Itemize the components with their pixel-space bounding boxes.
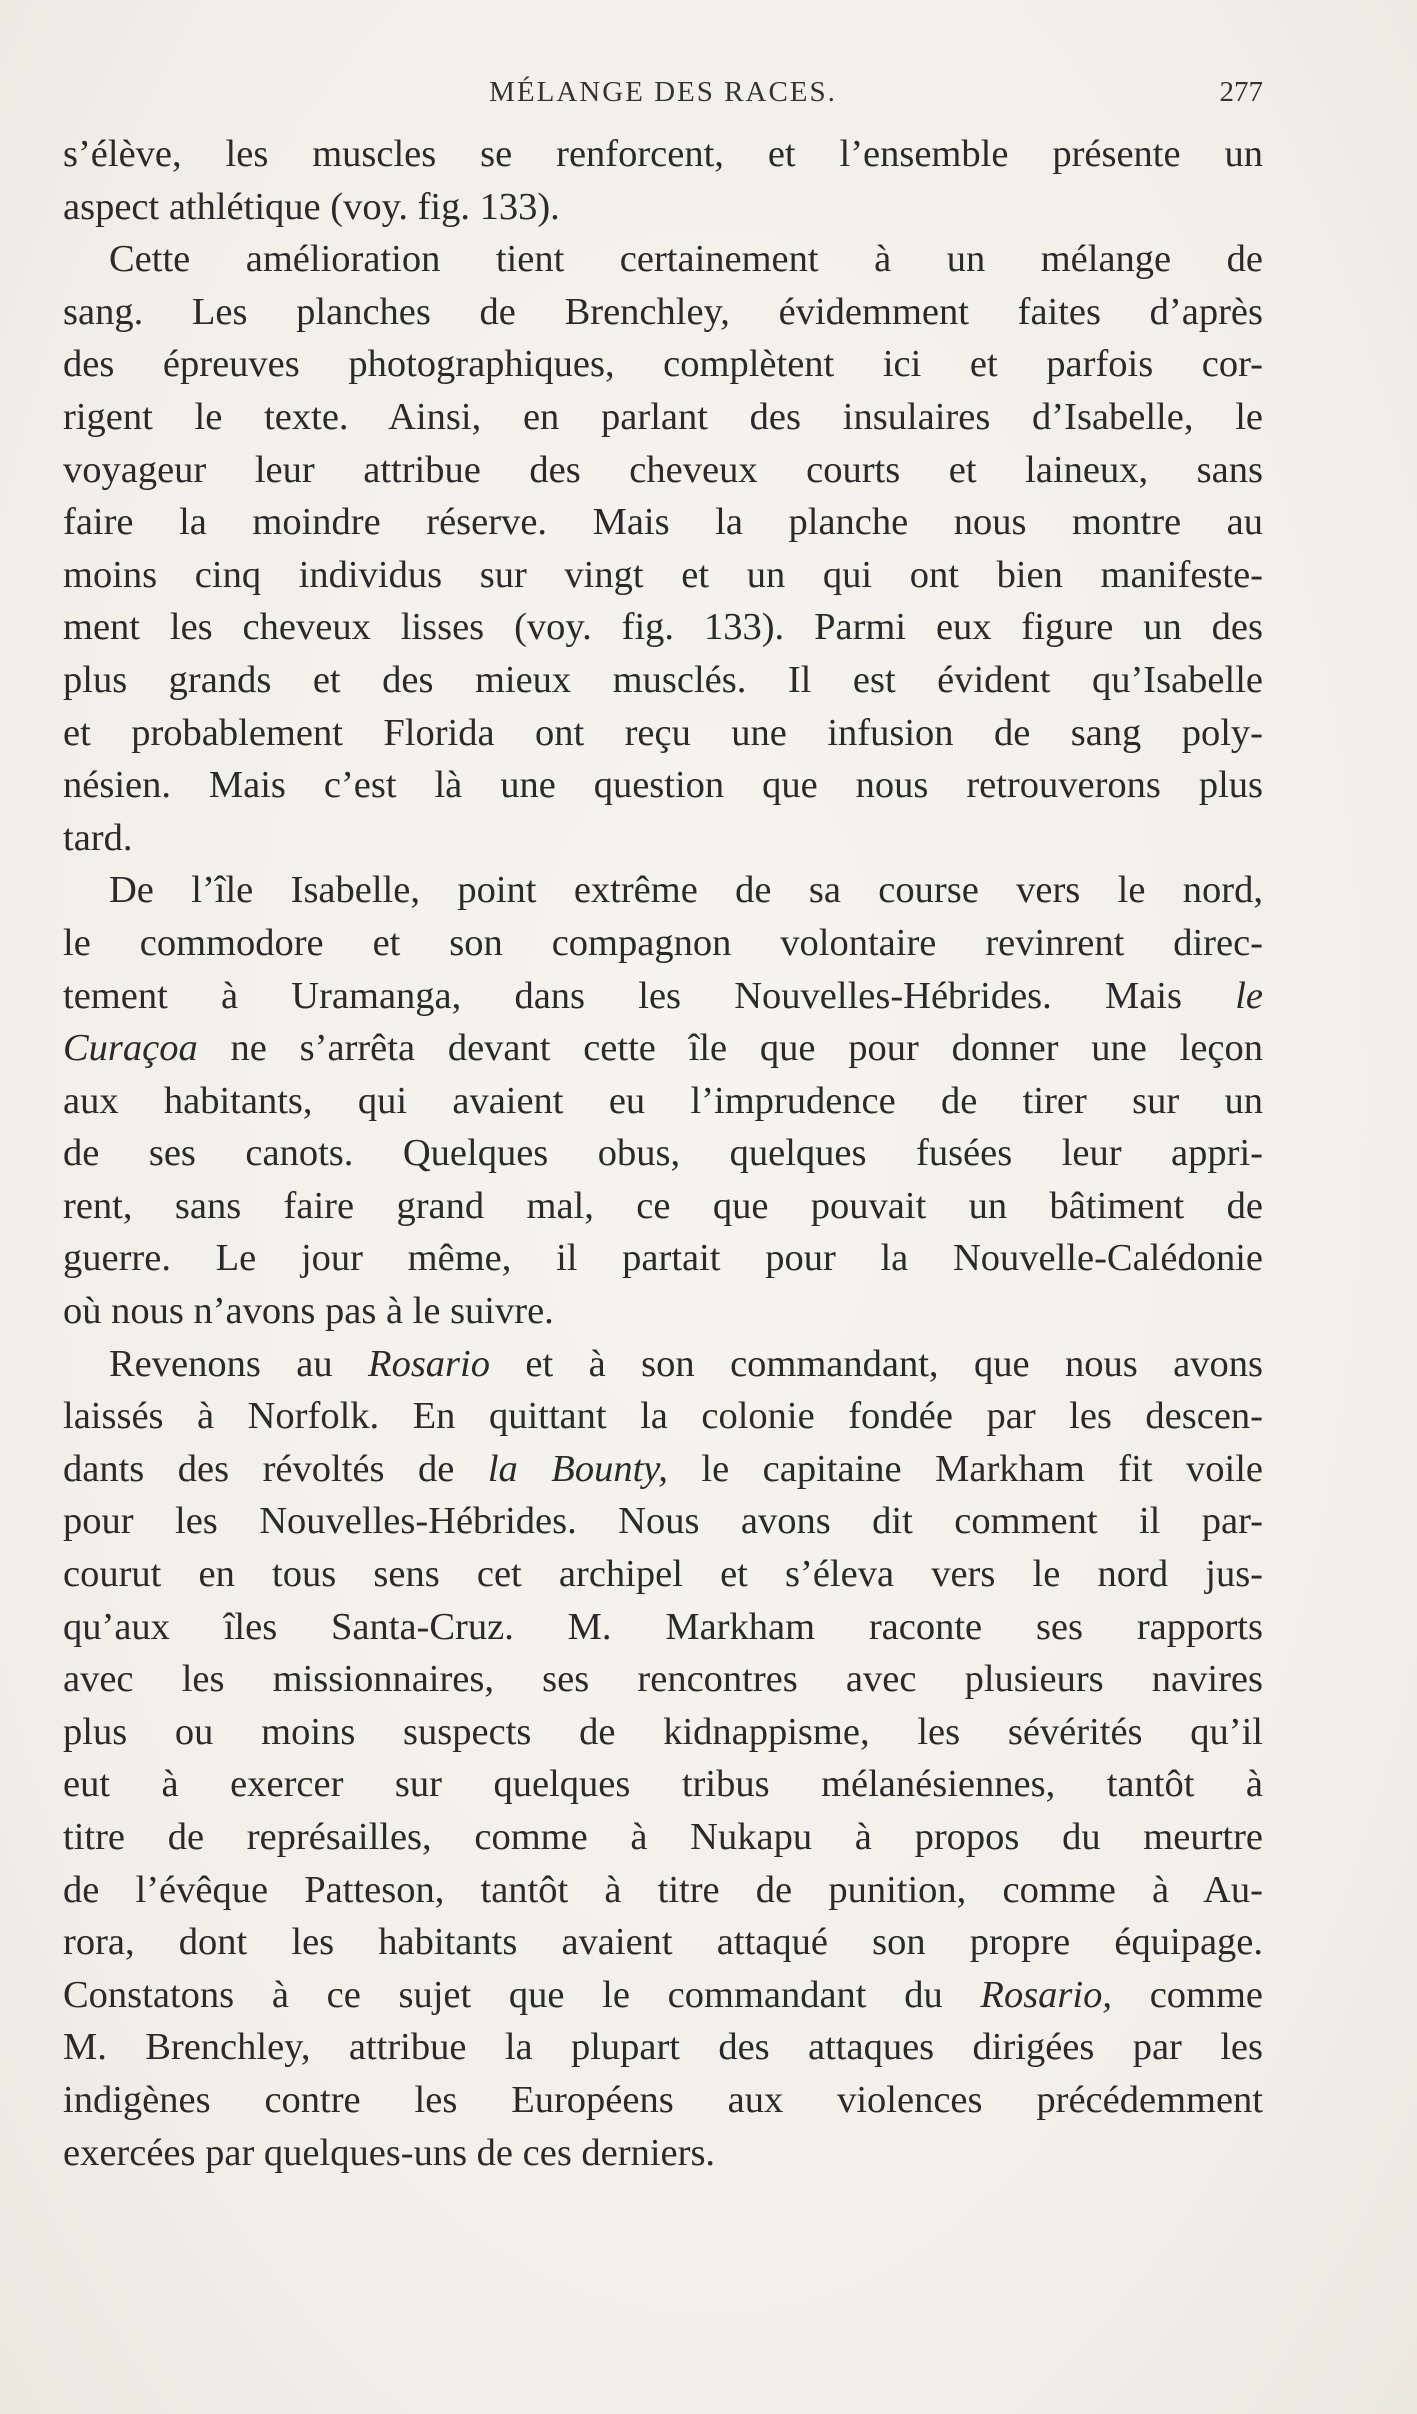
text-segment: comme <box>1149 1973 1264 2016</box>
text-line: de ses canots. Quelques obus, quelques fusées leur appri- <box>63 1132 1263 1175</box>
text-line: eut à exercer sur quelques tribus mélanésiennes, tantôt à <box>63 1763 1263 1806</box>
text-segment: dants des révoltés de <box>63 1447 455 1490</box>
text-line: laissés à Norfolk. En quittant la colonie fondée par les descen- <box>63 1395 1263 1438</box>
text-line: nésien. Mais c’est là une question que nous retrouverons plus <box>63 764 1263 807</box>
text-line: plus grands et des mieux musclés. Il est évident qu’Isabelle <box>63 658 1263 701</box>
text-line: exercées par quelques-uns de ces derniers. <box>63 2131 716 2174</box>
running-head-title: MÉLANGE DES RACES. <box>489 76 837 108</box>
ship-name: Curaçoa <box>63 1027 198 1070</box>
text-line: aspect athlétique (voy. fig. 133). <box>63 185 560 228</box>
text-line: de l’évêque Patteson, tantôt à titre de punition, comme à Au- <box>63 1868 1263 1911</box>
text-line: indigènes contre les Européens aux violences précédemment <box>63 2078 1263 2121</box>
text-segment: Constatons à ce sujet que le commandant du <box>63 1973 943 2016</box>
text-line: ment les cheveux lisses (voy. fig. 133). Parmi eux figure un des <box>63 606 1263 649</box>
text-line: pour les Nouvelles-Hébrides. Nous avons dit comment il par- <box>63 1500 1263 1543</box>
text-line: De l’île Isabelle, point extrême de sa course vers le nord, <box>109 869 1263 912</box>
text-line: sang. Les planches de Brenchley, évidemment faites d’après <box>63 290 1263 333</box>
text-line: M. Brenchley, attribue la plupart des attaques dirigées par les <box>63 2026 1263 2069</box>
running-head <box>63 76 1263 116</box>
ship-name: Rosario <box>368 1342 490 1385</box>
text-line: Cette amélioration tient certainement à un mélange de <box>109 238 1263 281</box>
text-line: avec les missionnaires, ses rencontres avec plusieurs navires <box>63 1658 1263 1701</box>
ship-name: Rosario, <box>980 1973 1112 2016</box>
text-line: rent, sans faire grand mal, ce que pouvait un bâtiment de <box>63 1184 1263 1227</box>
text-line: s’élève, les muscles se renforcent, et l’ensemble présente un <box>63 133 1263 175</box>
text-line <box>63 1338 1263 1391</box>
text-line: où nous n’avons pas à le suivre. <box>63 1290 554 1333</box>
text-segment: ne s’arrêta devant cette île que pour donner une leçon <box>230 1027 1263 1070</box>
ship-name: le <box>1235 974 1263 1017</box>
text-line <box>63 970 1263 1023</box>
text-line: plus ou moins suspects de kidnappisme, les sévérités qu’il <box>63 1710 1263 1753</box>
text-line: qu’aux îles Santa-Cruz. M. Markham raconte ses rapports <box>63 1605 1263 1648</box>
ship-name: la Bounty, <box>487 1447 668 1490</box>
text-line: rigent le texte. Ainsi, en parlant des insulaires d’Isabelle, le <box>63 395 1263 438</box>
text-line: aux habitants, qui avaient eu l’imprudence de tirer sur un <box>63 1079 1263 1122</box>
text-line: le commodore et son compagnon volontaire revinrent direc- <box>63 921 1263 964</box>
text-line: rora, dont les habitants avaient attaqué son propre équipage. <box>63 1921 1263 1964</box>
text-line: tard. <box>63 816 133 859</box>
text-segment: Revenons au <box>109 1342 333 1385</box>
text-line: courut en tous sens cet archipel et s’éleva vers le nord jus- <box>63 1553 1263 1596</box>
text-segment: tement à Uramanga, dans les Nouvelles-Hébrides. Mais <box>63 974 1182 1017</box>
text-line <box>63 1969 1263 2022</box>
page-number: 277 <box>1219 76 1263 108</box>
text-line <box>63 1443 1263 1496</box>
text-line: faire la moindre réserve. Mais la planche nous montre au <box>63 501 1263 544</box>
text-line <box>63 1022 1263 1075</box>
text-line: et probablement Florida ont reçu une infusion de sang poly- <box>63 711 1263 754</box>
text-line: des épreuves photographiques, complètent ici et parfois cor- <box>63 343 1263 386</box>
body-text <box>63 128 1263 2179</box>
text-segment: le capitaine Markham fit voile <box>701 1447 1264 1490</box>
text-segment: et à son commandant, que nous avons <box>525 1342 1263 1385</box>
text-line: titre de représailles, comme à Nukapu à propos du meurtre <box>63 1816 1263 1858</box>
text-line: moins cinq individus sur vingt et un qui ont bien manifeste- <box>63 553 1263 596</box>
text-line: guerre. Le jour même, il partait pour la Nouvelle-Calédonie <box>63 1237 1263 1280</box>
text-line: voyageur leur attribue des cheveux courts et laineux, sans <box>63 448 1263 491</box>
